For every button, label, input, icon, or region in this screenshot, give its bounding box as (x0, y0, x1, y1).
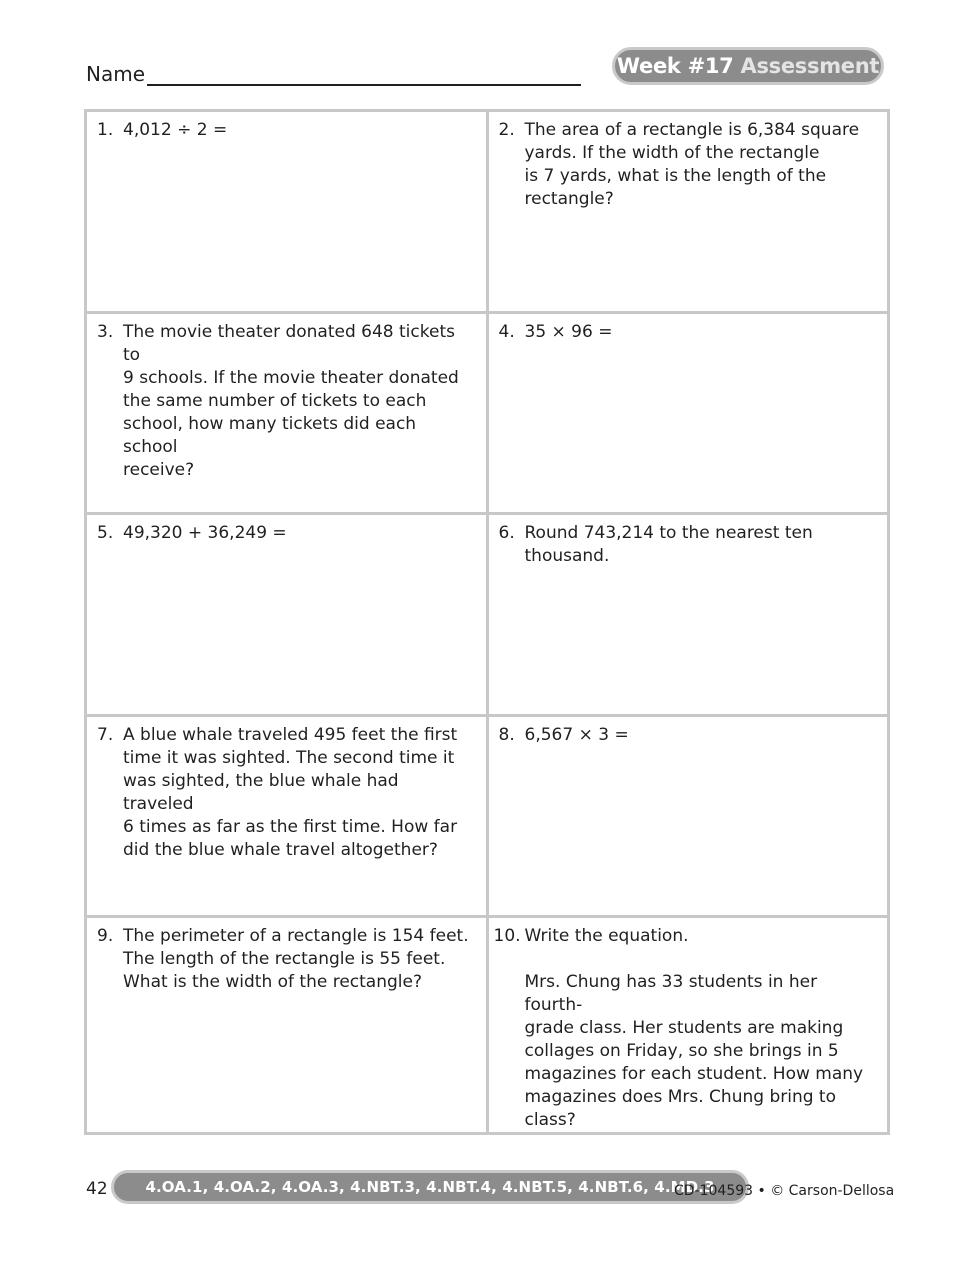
question-cell-1[interactable] (87, 112, 486, 311)
question-cell-9[interactable] (87, 918, 486, 1132)
question-cell-3[interactable] (87, 314, 486, 513)
question-text: The movie theater donated 648 tickets to 9 schools. If the movie theater donated the same number of tickets to each school, how many tickets did each school receive? (123, 321, 459, 480)
standards-badge (111, 1170, 749, 1204)
page-number: 42 (86, 1179, 108, 1199)
standards-text: 4.OA.1, 4.OA.2, 4.OA.3, 4.NBT.3, 4.NBT.4, 4.NBT.5, 4.NBT.6, 4.MD.3 (145, 1178, 715, 1196)
question-number: 4. (498, 321, 515, 342)
week-badge (612, 47, 884, 85)
question-number: 10. (493, 926, 521, 946)
question-number: 1. (97, 120, 114, 140)
question-number: 9. (97, 926, 114, 946)
question-text: The perimeter of a rectangle is 154 feet. The length of the rectangle is 55 feet. What is the width of the rectangle? (123, 926, 469, 992)
question-number: 6. (498, 523, 515, 543)
question-text: The area of a rectangle is 6,384 square yards. If the width of the rectangle is 7 yards, what is the length of the rectangle? (524, 120, 860, 209)
question-cell-8[interactable] (489, 717, 888, 916)
question-text: Write the equation. Mrs. Chung has 33 students in her fourth- grade class. Her students are making collages on Friday, so she brings in 5 magazines for each student. How many magazines does Mrs. Chung bring to class? (524, 926, 864, 1130)
question-cell-7[interactable] (87, 717, 486, 916)
question-cell-10[interactable] (489, 918, 888, 1132)
question-text: 35 × 96 = (524, 321, 613, 342)
question-cell-2[interactable] (489, 112, 888, 311)
question-text: 4,012 ÷ 2 = (123, 120, 228, 140)
question-text: 49,320 + 36,249 = (123, 523, 287, 543)
question-number: 2. (498, 120, 515, 140)
page-footer (86, 1170, 896, 1206)
question-number: 5. (97, 523, 114, 543)
question-cell-5[interactable] (87, 515, 486, 714)
question-number: 8. (498, 724, 515, 745)
publisher-credit: CD-104593 • © Carson-Dellosa (674, 1183, 895, 1199)
week-label: Week #17 (616, 54, 734, 78)
name-field (86, 62, 581, 86)
question-text: Round 743,214 to the nearest ten thousand. (524, 523, 813, 566)
name-line[interactable] (147, 62, 581, 86)
question-cell-4[interactable] (489, 314, 888, 513)
question-text: A blue whale traveled 495 feet the first time it was sighted. The second time it was sighted, the blue whale had traveled 6 times as far as the first time. How far did the blue whale travel altogether? (123, 724, 458, 860)
question-number: 3. (97, 321, 114, 342)
question-cell-6[interactable] (489, 515, 888, 714)
question-text: 6,567 × 3 = (524, 724, 629, 745)
questions-grid (84, 109, 890, 1135)
name-label: Name (86, 62, 146, 86)
assessment-label: Assessment (740, 54, 880, 78)
question-number: 7. (97, 724, 114, 745)
